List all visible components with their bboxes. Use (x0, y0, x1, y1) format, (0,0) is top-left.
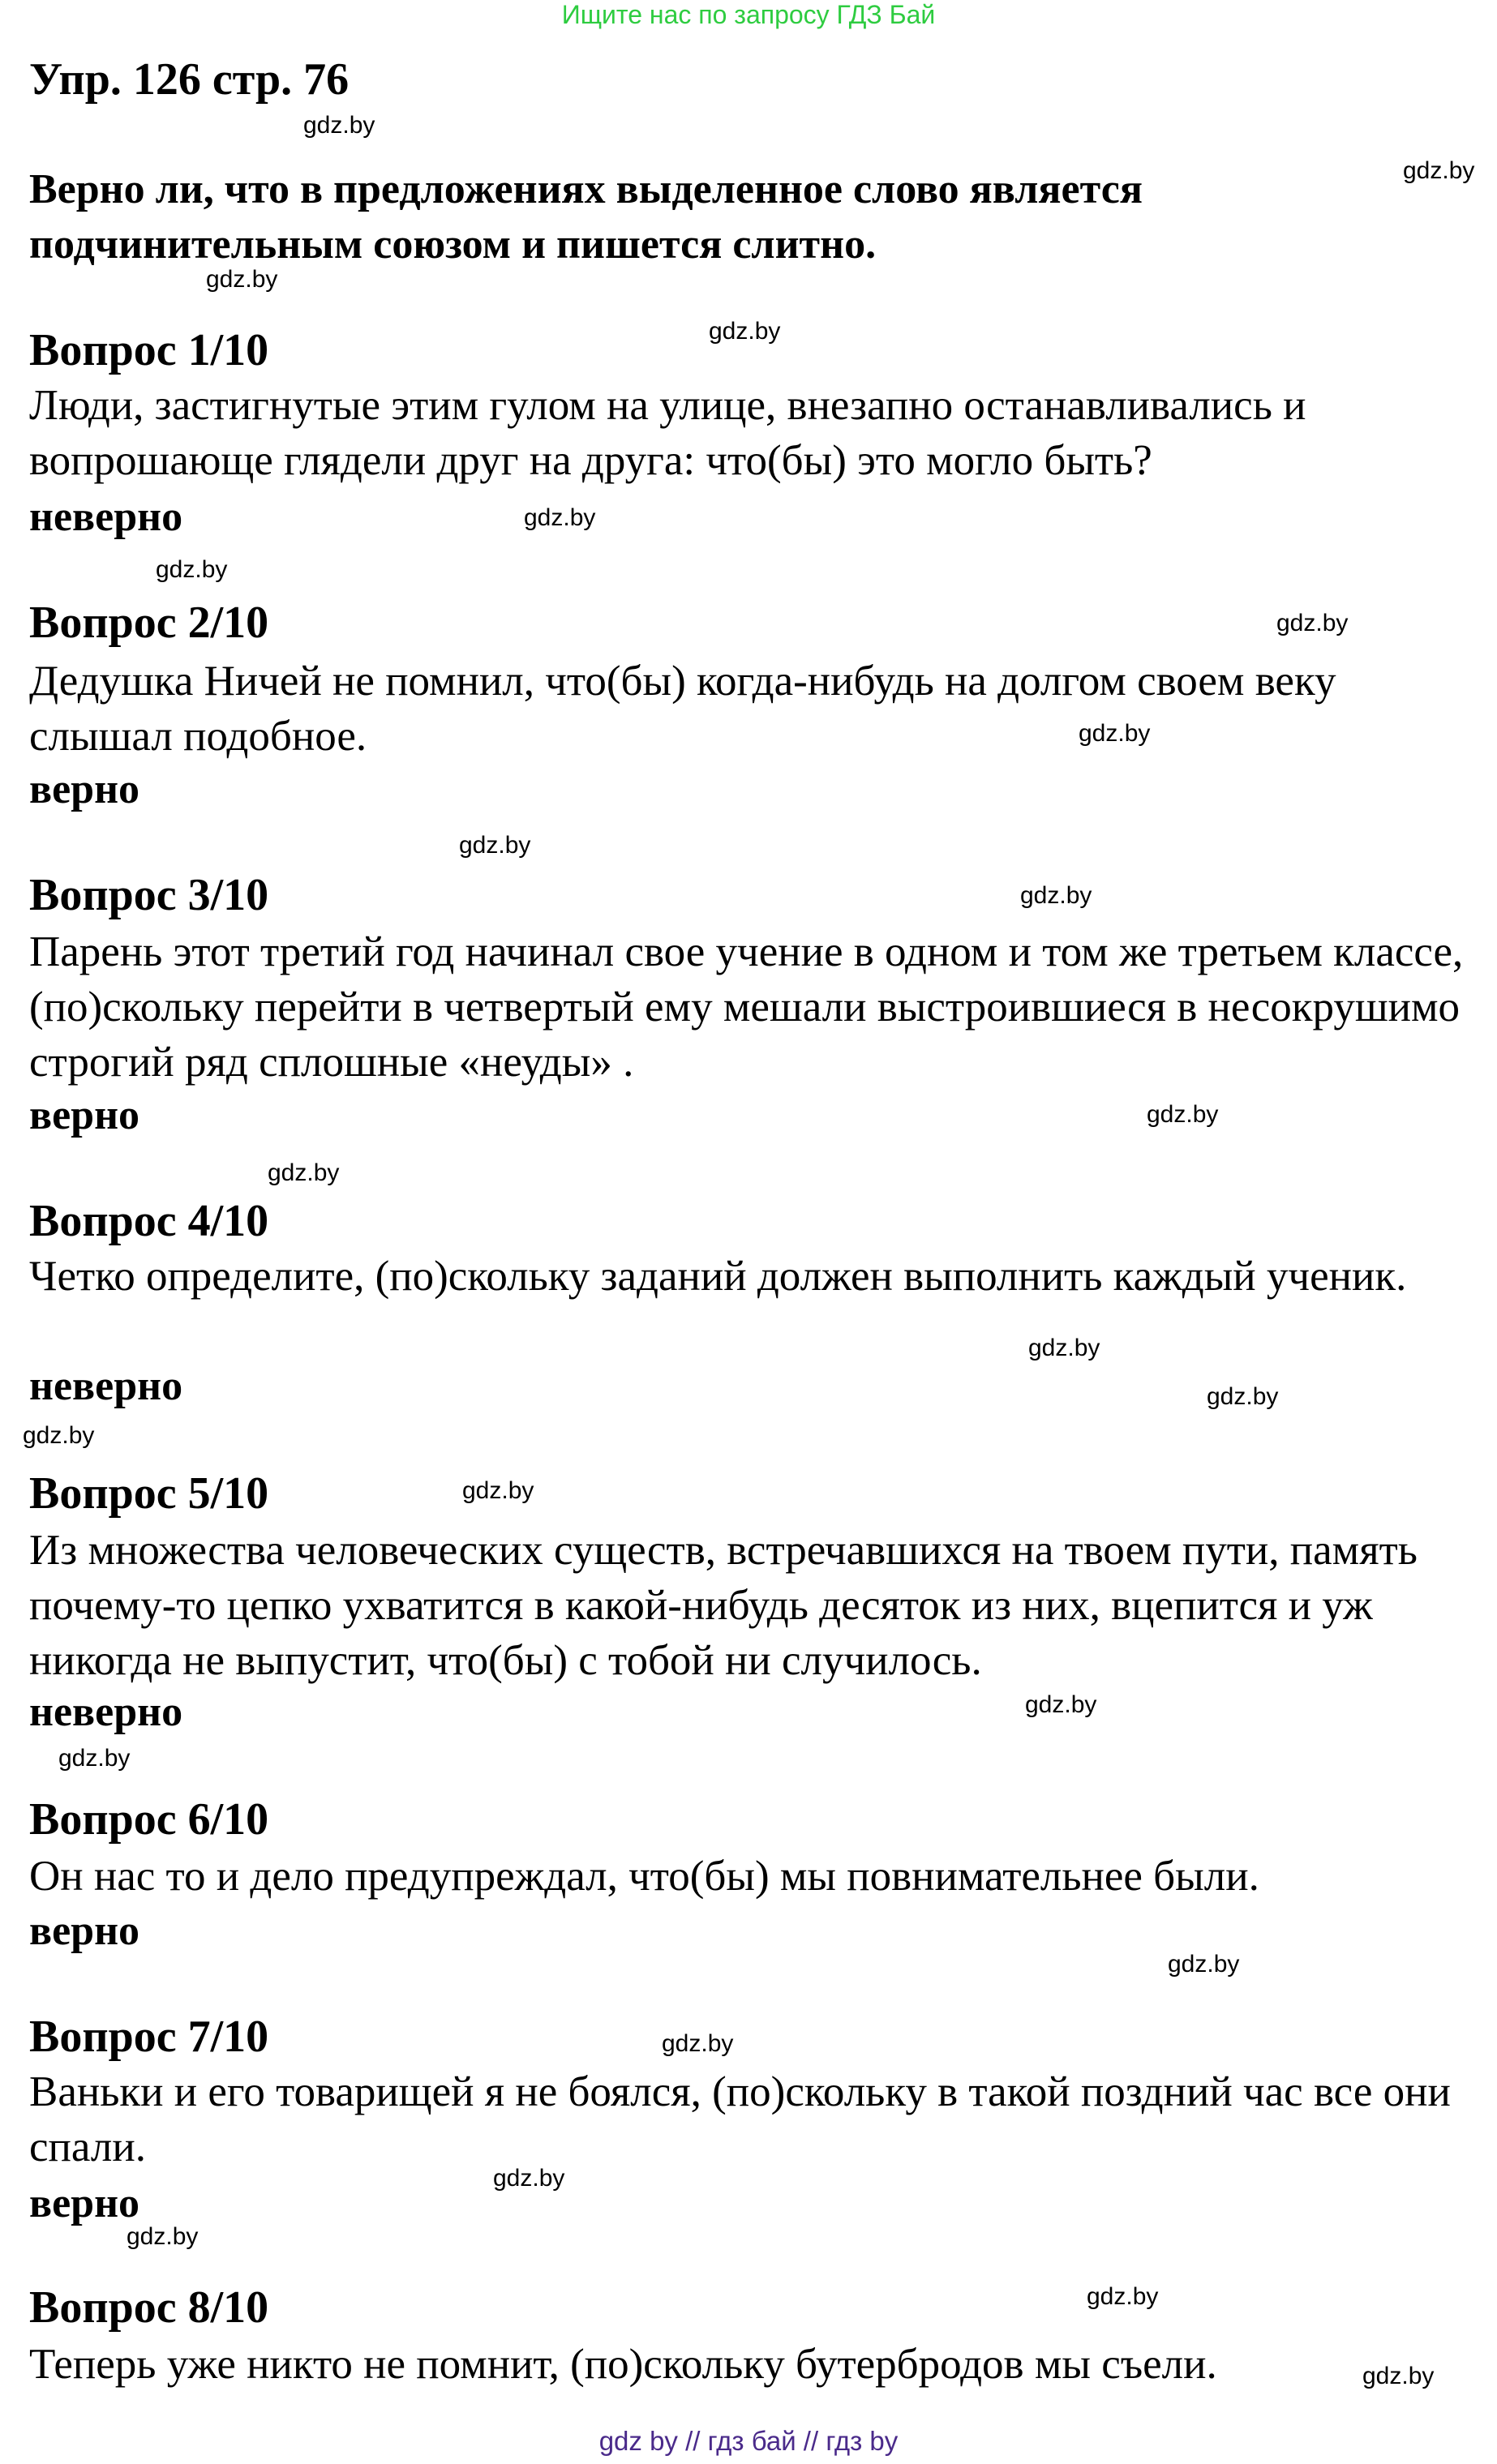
question-heading-1: Вопрос 1/10 (29, 325, 269, 375)
watermark: gdz.by (662, 2030, 734, 2057)
watermark: gdz.by (1276, 610, 1349, 636)
watermark: gdz.by (1079, 720, 1151, 747)
watermark: gdz.by (709, 318, 781, 345)
answer-1: неверно (29, 494, 183, 540)
watermark: gdz.by (1025, 1691, 1097, 1718)
watermark: gdz.by (1168, 1951, 1240, 1978)
page-title: Упр. 126 стр. 76 (29, 54, 350, 105)
top-banner: Ищите нас по запросу ГДЗ Бай (561, 0, 936, 29)
question-text-7: Ваньки и его товарищей я не боялся, (по)скольку в такой поздний час все они спали. (29, 2068, 1451, 2170)
question-text-2: Дедушка Ничей не помнил, что(бы) когда-нибудь на долгом своем веку слышал подобное. (29, 658, 1336, 760)
question-text-5: Из множества человеческих существ, встречавшихся на твоем пути, память почему-то цепко ухватится в какой-нибудь десяток из них, вцепится и уж никогда не выпустит, что(бы) с тобой ни случилось. (29, 1527, 1418, 1684)
watermark: gdz.by (1207, 1383, 1279, 1410)
answer-5: неверно (29, 1689, 183, 1735)
watermark: gdz.by (493, 2165, 565, 2192)
footer-links: gdz by // гдз бай // гдз by (598, 2426, 899, 2456)
question-text-4: Четко определите, (по)скольку заданий должен выполнить каждый ученик. (29, 1253, 1407, 1300)
watermark: gdz.by (459, 832, 531, 859)
watermark: gdz.by (156, 556, 228, 583)
answer-7: верно (29, 2180, 140, 2226)
watermark: gdz.by (1403, 157, 1475, 184)
question-text-8: Теперь уже никто не помнит, (по)скольку бутербродов мы съели. (29, 2341, 1217, 2388)
question-heading-5: Вопрос 5/10 (29, 1468, 269, 1519)
answer-3: верно (29, 1092, 140, 1138)
question-heading-4: Вопрос 4/10 (29, 1196, 269, 1246)
question-heading-3: Вопрос 3/10 (29, 870, 269, 920)
watermark: gdz.by (206, 266, 278, 293)
watermark: gdz.by (23, 1422, 95, 1449)
answer-2: верно (29, 766, 140, 812)
watermark: gdz.by (127, 2223, 199, 2250)
task-instruction: Верно ли, что в предложениях выделенное слово является подчинительным союзом и пишется слитно. (29, 166, 1143, 268)
watermark: gdz.by (524, 504, 596, 531)
watermark: gdz.by (1087, 2283, 1159, 2310)
watermark: gdz.by (58, 1745, 131, 1772)
question-heading-6: Вопрос 6/10 (29, 1794, 269, 1845)
question-heading-2: Вопрос 2/10 (29, 598, 269, 648)
question-text-1: Люди, застигнутые этим гулом на улице, внезапно останавливались и вопрошающе глядели друг на друга: что(бы) это могло быть? (29, 382, 1306, 484)
watermark: gdz.by (462, 1477, 534, 1504)
question-text-6: Он нас то и дело предупреждал, что(бы) мы повнимательнее были. (29, 1853, 1259, 1900)
question-heading-7: Вопрос 7/10 (29, 2012, 269, 2062)
answer-4: неверно (29, 1363, 183, 1409)
answer-6: верно (29, 1908, 140, 1954)
watermark: gdz.by (1020, 882, 1092, 909)
watermark: gdz.by (1147, 1101, 1219, 1128)
watermark: gdz.by (303, 112, 375, 139)
watermark: gdz.by (1028, 1335, 1100, 1361)
question-text-3: Парень этот третий год начинал свое учение в одном и том же третьем классе, (по)скольку перейти в четвертый ему мешали выстроившиеся в несокрушимо строгий ряд сплошные «неуды» . (29, 928, 1464, 1086)
question-heading-8: Вопрос 8/10 (29, 2282, 269, 2333)
watermark: gdz.by (268, 1159, 340, 1186)
watermark: gdz.by (1362, 2363, 1435, 2389)
